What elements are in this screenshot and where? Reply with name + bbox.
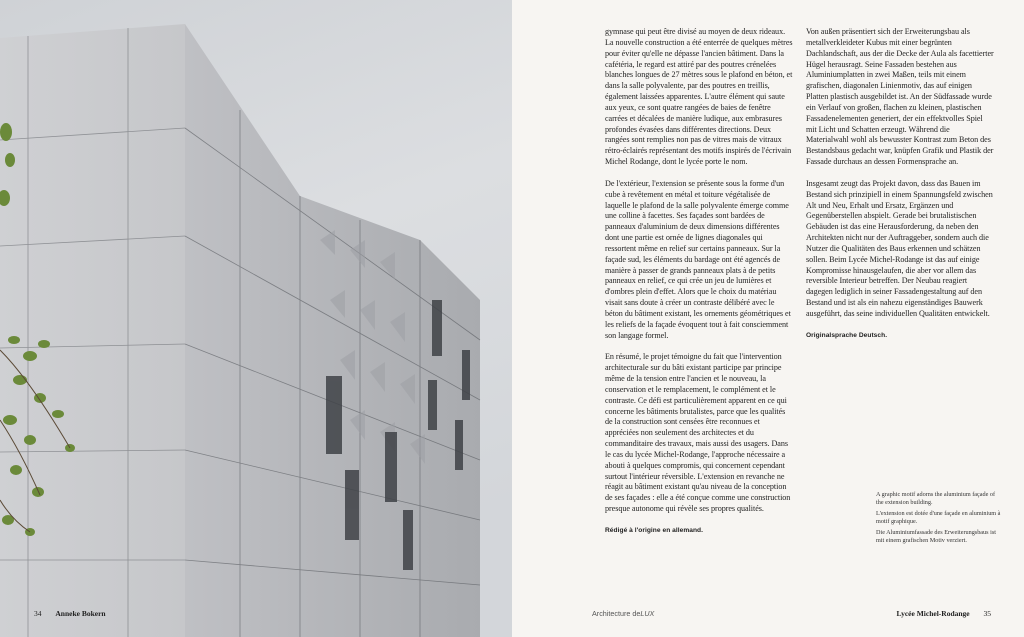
author-name: Anneke Bokern (55, 609, 106, 618)
brand-prefix: Architecture de (592, 609, 641, 618)
right-folio (897, 609, 992, 618)
page-number: 34 (34, 609, 42, 618)
text-column-german (806, 27, 994, 352)
page-number: 35 (983, 609, 991, 618)
paragraph: En résumé, le projet témoigne du fait que l'intervention architecturale sur du bâti existant participe par principe même de la tension entre l'ancien et le nouveau, la conservation et le remplacement, le complément et le contraste. Ce défi est particulièrement apparent en ce qui concerne les bâtiments brutalistes, parce que les qualités de la construction sont censées être reconnues et appréciées non seulement des architectes et du commanditaire des travaux, mais aussi des usagers. Dans le cas du lycée Michel-Rodange, l'approche nécessaire a abouti à quelques compromis, qui concernent cependant surtout l'intérieur réversible. L'extension en revanche ne réagit au bâtiment existant qu'au niveau de la conception de ses façades : elle a été conçue comme une construction presque autonome qui révèle ses propres qualités. (605, 352, 791, 514)
caption-de: Die Aluminiumfassade des Erweiterungsbaus ist mit einem grafischen Motiv verziert. (876, 528, 996, 544)
paragraph: gymnase qui peut être divisé au moyen de deux rideaux. La nouvelle construction a été enterrée de quelques mètres pour éviter qu'elle ne dépasse l'ancien bâtiment. Dans la cafétéria, le regard est attiré par des poutres crénelées blanches longues de 27 mètres sous le plafond en béton, et dans la salle polyvalente, par des poutres en treillis, également laissées apparentes. L'autre élément qui saute aux yeux, ce sont quatre rangées de baies de fenêtre carrées et décalées de manière ludique, aux embrasures profondes évasées dans différentes directions. Deux rangées sont remplies non pas de vitres mais de vitraux rétro-éclairés représentant des motifs inspirés de l'écrivain Michel Rodange, dont le lycée porte le nom. (605, 27, 793, 167)
translation-note: Rédigé à l'origine en allemand. (605, 526, 704, 534)
paragraph: De l'extérieur, l'extension se présente sous la forme d'un cube à revêtement en métal et toiture végétalisée de laquelle le plafond de la salle polyvalente émerge comme une colline à facettes. Ses façades sont bardées de panneaux d'aluminium de deux dimensions différentes dont une partie est ornée de lignes diagonales qui ressortent même en relief sur certains panneaux. Sur la façade sud, les éléments du bardage ont été agencés de manière à passer de grands panneaux plats à de petits panneaux en relief, ce qui crée un jeu de lumières et d'ombres plein d'effet. Alors que le choix du matériau visait sans doute à créer un contraste délibéré avec le béton du bâtiment existant, les ornements géométriques et les reliefs de la façade évoquent tout à fait consciemment son langage formel. (605, 178, 791, 340)
paragraph: Von außen präsentiert sich der Erweiterungsbau als metallverkleideter Kubus mit einer begrünten Dachlandschaft, aus der die Decke der Aula als facettierter Hügel herausragt. Seine Fassaden bestehen aus Aluminiumplatten in zwei Maßen, teils mit einem grafischen, diagonalen Linienmotiv, das auf einigen Platten plastisch ausgebildet ist. An der Südfassade wurde ein Verlauf von großen, flachen zu kleinen, plastischen Fassadenelementen generiert, der ein effektvolles Spiel mit Licht und Schatten erzeugt. Während die Materialwahl wohl als bewusster Kontrast zum Beton des Bestandsbaus gedacht war, knüpfen Grafik und Plastik der Fassade durchaus an dessen Formensprache an. (806, 27, 994, 167)
paragraph: Insgesamt zeugt das Projekt davon, dass das Bauen im Bestand sich prinzipiell in einem Spannungsfeld zwischen Alt und Neu, Erhalt und Ersatz, Ergänzen und Gegenüberstellen abspielt. Gerade bei brutalistischen Gebäuden ist das eine Herausforderung, da neben den Architekten nicht nur der Auftraggeber, sondern auch die Nutzer die Qualitäten des Baus erkennen und schätzen sollen. Beim Lycée Michel-Rodange ist das auf einige Kompromisse hinausgelaufen, die aber vor allem das reversible Interieur betreffen. Der Neubau reagiert dagegen lediglich in seiner Fassadengestaltung auf den Bestand und ist als ein nahezu eigenständiges Bauwerk ausgeführt, das seine individuellen Qualitäten entwickelt. (806, 178, 993, 318)
caption-fr: L'extension est dotée d'une façade en aluminium à motif graphique. (876, 509, 1001, 525)
brand-suffix: LUX (640, 609, 655, 618)
publication-brand (592, 609, 654, 618)
caption-en: A graphic motif adorns the aluminium façade of the extension building. (876, 491, 996, 506)
translation-note: Originalsprache Deutsch. (806, 331, 888, 339)
text-column-french (605, 27, 793, 548)
left-folio (34, 609, 106, 618)
running-title: Lycée Michel-Rodange (896, 609, 970, 618)
photo-caption (876, 491, 1004, 547)
